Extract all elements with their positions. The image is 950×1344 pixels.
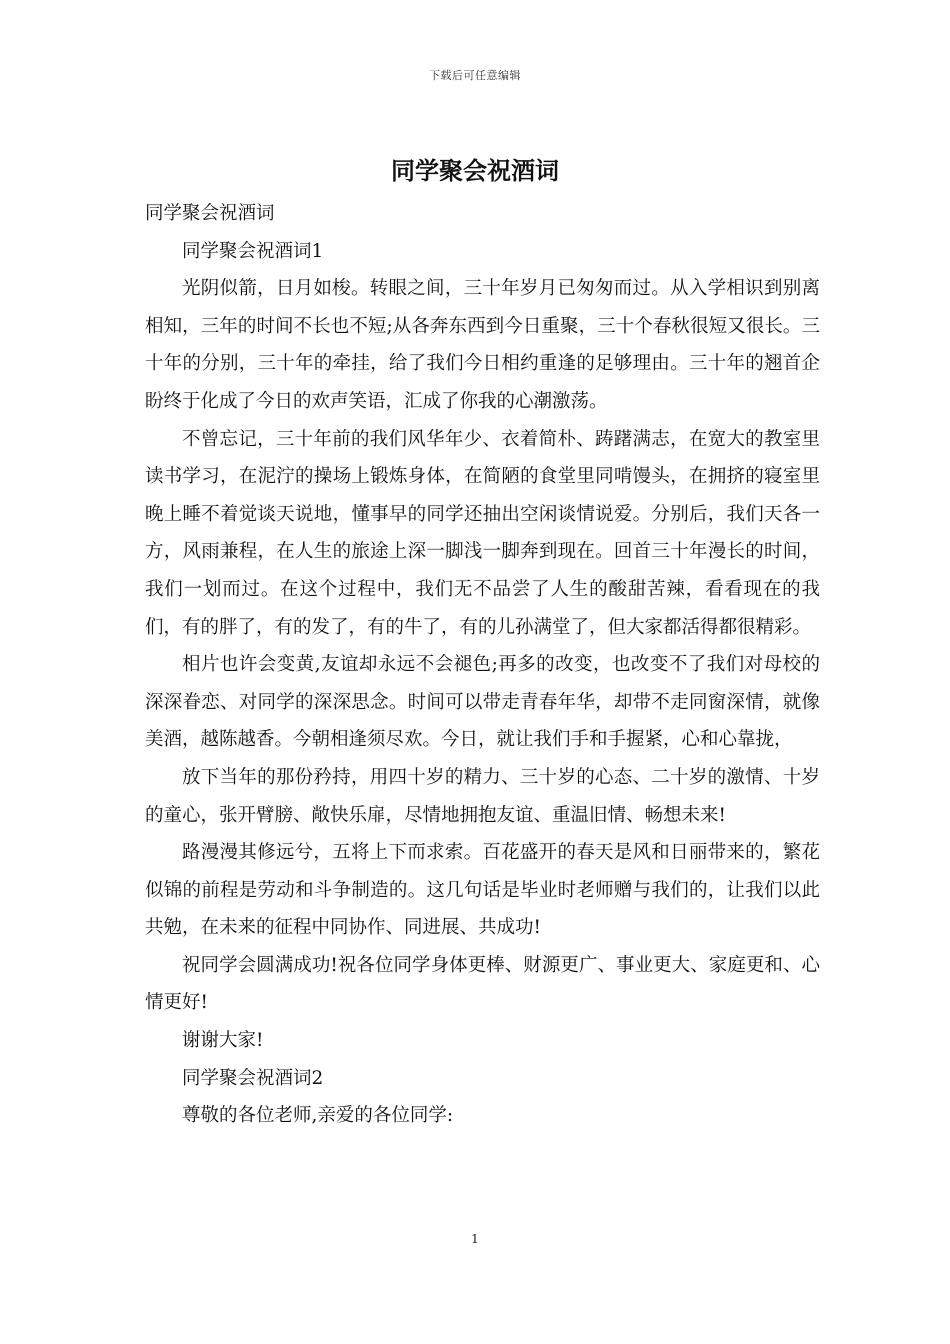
header-note: 下载后可任意编辑 <box>429 69 521 82</box>
paragraph-6: 祝同学会圆满成功!祝各位同学身体更棒、财源更广、事业更大、家庭更和、心情更好! <box>145 954 820 1014</box>
section-heading-2: 同学聚会祝酒词2 <box>182 1067 324 1089</box>
section-heading-1: 同学聚会祝酒词1 <box>182 240 324 262</box>
paragraph-5: 路漫漫其修远兮，五将上下而求索。百花盛开的春天是风和日丽带来的，繁花似锦的前程是劳动和斗争制造的。这几句话是毕业时老师赠与我们的，让我们以此共勉，在未来的征程中同协作、同进展、共成功! <box>145 842 820 939</box>
page-number: 1 <box>471 1232 479 1246</box>
paragraph-8: 尊敬的各位老师,亲爱的各位同学: <box>182 1105 454 1127</box>
document-body <box>145 195 820 1135</box>
paragraph-2: 不曾忘记，三十年前的我们风华年少、衣着简朴、踌躇满志，在宽大的教室里读书学习，在泥泞的操场上锻炼身体，在简陋的食堂里同啃馒头，在拥挤的寝室里晚上睡不着觉谈天说地，懂事早的同学还抽出空闲谈情说爱。分别后，我们天各一方，风雨兼程，在人生的旅途上深一脚浅一脚奔到现在。回首三十年漫长的时间，我们一划而过。在这个过程中，我们无不品尝了人生的酸甜苦辣，看看现在的我们，有的胖了，有的发了，有的牛了，有的儿孙满堂了，但大家都活得都很精彩。 <box>145 428 820 638</box>
paragraph-4: 放下当年的那份矜持，用四十岁的精力、三十岁的心态、二十岁的激情、十岁的童心，张开臂膀、敞快乐扉，尽情地拥抱友谊、重温旧情、畅想未来! <box>145 766 820 826</box>
paragraph-3: 相片也许会变黄,友谊却永远不会褪色;再多的改变，也改变不了我们对母校的深深眷恋、对同学的深深思念。时间可以带走青春年华，却带不走同窗深情，就像美酒，越陈越香。今朝相逢须尽欢。今日，就让我们手和手握紧，心和心靠拢， <box>145 654 820 751</box>
paragraph-1: 光阴似箭，日月如梭。转眼之间，三十年岁月已匆匆而过。从入学相识到别离相知，三年的时间不长也不短;从各奔东西到今日重聚，三十个春秋很短又很长。三十年的分别，三十年的牵挂，给了我们今日相约重逢的足够理由。三十年的翘首企盼终于化成了今日的欢声笑语，汇成了你我的心潮激荡。 <box>145 278 820 412</box>
subtitle: 同学聚会祝酒词 <box>145 203 275 224</box>
paragraph-7: 谢谢大家! <box>182 1030 264 1052</box>
document-title: 同学聚会祝酒词 <box>391 156 559 185</box>
